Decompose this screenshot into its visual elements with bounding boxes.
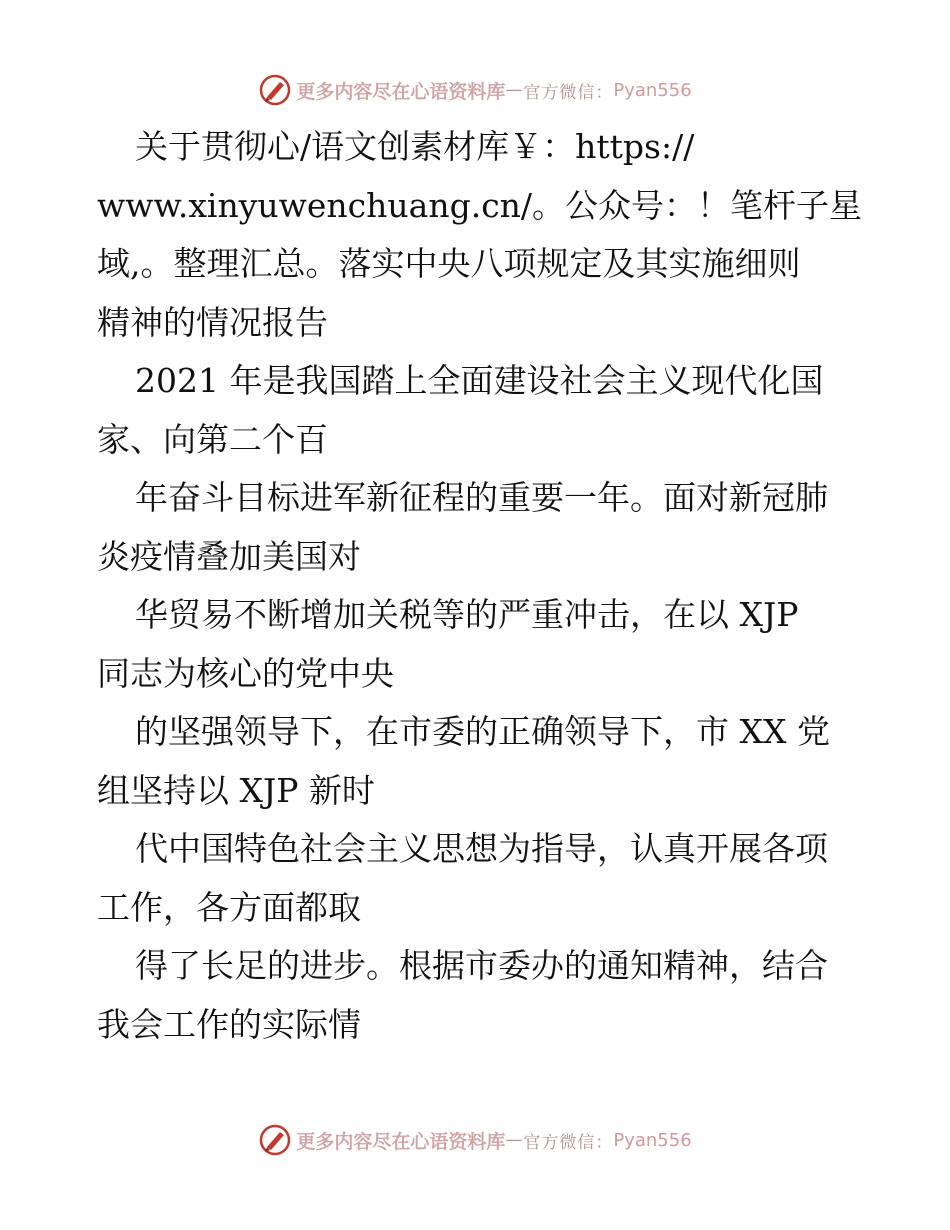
text-line: 2021 年是我国踏上全面建设社会主义现代化国 [135,361,824,400]
text-line: 家、向第二个百 [97,419,328,459]
text-line: 代中国特色社会主义思想为指导，认真开展各项 [135,829,828,868]
text-line: 炎疫情叠加美国对 [97,536,361,576]
banner-wechat-id: Pyan556 [613,79,692,101]
banner-wechat-label: 官方微信： [523,82,614,103]
text-line: 精神的情况报告 [97,302,328,342]
text-line: 关于贯彻心/语文创素材库￥：https:// [135,127,695,166]
header-watermark-banner [0,70,950,110]
text-line: 同志为核心的党中央 [97,653,394,693]
text-line: 我会工作的实际情 [97,1004,361,1044]
banner-text: 更多内容尽在心语资料库 [296,80,506,103]
pen-logo-icon [258,73,292,107]
banner-wechat-id: Pyan556 [613,1129,692,1151]
banner-text: 更多内容尽在心语资料库 [296,1130,506,1153]
text-line: 的坚强领导下，在市委的正确领导下，市 XX 党 [135,712,830,751]
pen-logo-icon [258,1123,292,1157]
banner-dash: — [505,1130,524,1150]
text-line: 工作，各方面都取 [97,887,361,927]
text-line: 年奋斗目标进军新征程的重要一年。面对新冠肺 [135,478,828,517]
text-line: 华贸易不断增加关税等的严重冲击，在以 XJP [135,595,799,634]
footer-watermark-banner [0,1120,950,1160]
text-line: www.xinyuwenchuang.cn/。公众号：！笔杆子星 [97,185,863,225]
banner-dash: — [505,80,524,100]
text-line: 得了长足的进步。根据市委办的通知精神，结合 [135,946,828,985]
text-line: 域,。整理汇总。落实中央八项规定及其实施细则 [97,244,801,283]
text-line: 组坚持以 XJP 新时 [97,770,375,810]
document-body [97,118,863,1054]
banner-wechat-label: 官方微信： [523,1132,614,1153]
